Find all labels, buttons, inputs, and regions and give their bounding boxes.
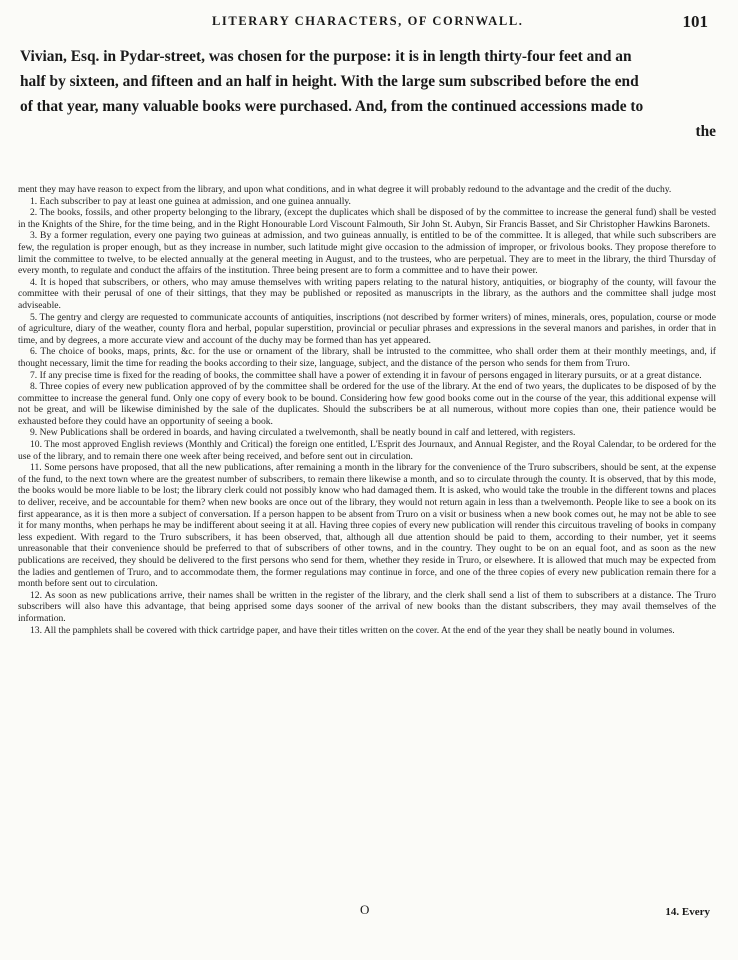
footnote-rule-6: 6. The choice of books, maps, prints, &c. for the use or ornament of the library, shall be intrusted to the committee, who shall order them at their monthly meetings, and, if thought necessary, limit the time for reading the books according to their size, language, subject, and the distance of the person who sends for them from Truro. — [18, 346, 716, 369]
running-title: LITERARY CHARACTERS, OF CORNWALL. — [212, 14, 524, 28]
footnote-rule-9: 9. New Publications shall be ordered in boards, and having circulated a twelvemonth, shall be neatly bound in calf and lettered, with registers. — [30, 427, 576, 439]
footnote-rule-4: 4. It is hoped that subscribers, or others, who may amuse themselves with writing papers relating to the natural history, antiquities, or biography of the county, will favour the committee with their perusal of one of their sittings, that they may be published or reposited as manuscripts in the library, as the authors and the committee shall judge most adviseable. — [18, 276, 716, 311]
main-text-line: half by sixteen, and fifteen and an half in height. With the large sum subscribed before the end — [20, 73, 639, 90]
footnote-rule-3: 3. By a former regulation, every one paying two guineas at admission, and two guineas annually, is entitled to be of the committee. It is alleged, that while such subscribers are few, the regulation is proper enough, but as they increase in number, such latitude might give occasion to the admission of improper, or frivolous books. They propose therefore to limit the committee to twelve, to be elected annually at the general meeting in August, and to the trustees, who are perpetual. They are to meet in the library, the third Thursday of every month, to regulate and conduct the affairs of the institution. Three being present are to form a committee and to have their power. — [18, 230, 716, 277]
footnote-rule-12: 12. As soon as new publications arrive, their names shall be written in the register of the library, and the clerk shall send a list of them to subscribers at a distance. The Truro subscribers will also have this advantage, that being apprised some days sooner of the arrival of new books than the distant subscribers, they may avail themselves of the information. — [18, 589, 716, 624]
footnote-rule-8: 8. Three copies of every new publication approved of by the committee shall be ordered for the use of the library. At the end of two years, the duplicates to be disposed of by the committee to increase the general fund. Only one copy of every book to be bound. Considering how few good books come out in the course of the year, this additional expense will not be great, and will be likewise diminished by the sale of the duplicates. Should the subscribers be at all numerous, without more copies than one, their patience would be exhausted before they could have an opportunity of seeing a book. — [18, 381, 716, 427]
footnote-rule-13: 13. All the pamphlets shall be covered with thick cartridge paper, and have their titles written on the cover. At the end of the year they shall be neatly bound in volumes. — [30, 624, 675, 636]
footnote-intro: ment they may have reason to expect from the library, and upon what conditions, and in what degree it will probably redound to the advantage and the credit of the duchy. — [18, 184, 672, 195]
signature-mark: O — [360, 902, 370, 917]
main-text-line: the — [695, 123, 716, 140]
footnote-rule-11: 11. Some persons have proposed, that all the new publications, after remaining a month in the library for the convenience of the Truro subscribers, should be sent, at the expense of the fund, to the next town where are the greatest number of subscribers, to remain there likewise a month, and so to circulate through the county. It is observed, that by this mode, the books would be more liable to be lost; the library clerk could not possibly know who had damaged them. It is asked, who would take the trouble in the different towns and places to deliver, receive, and be accountable for them? when new books are once out of the library, they would not return again in less than a twelvemonth. People like to see a book on its first appearance, as it is then more a subject of conversation. If a person happen to be absent from Truro on a visit or business when a new book comes out, he may not be able to see it for many months, when perhaps he may be indifferent about seeing it at all. Having three copies of every new publication will render this circuitous traveling of books in company less expedient. With regard to the Truro subscribers, it has been observed, that, although all due attention should be paid to them, according to their number, yet it seems unreasonable that their convenience should be preferred to that of subscribers of other towns, and in the country. They ought to be on an equal foot, and as soon as the new publications are received, they should be delivered to the first persons who send for them, whether they reside in Truro, or elsewhere. It is allowed that much may be expected from the ladies and gentlemen of Truro, and to accommodate them, the former regulations may continue in force, and one of the three copies of every new publication remain there for a month before sent out to circulation. — [18, 462, 716, 590]
main-text-line: of that year, many valuable books were purchased. And, from the continued accessions made to — [20, 98, 644, 115]
catchword: 14. Every — [665, 906, 710, 918]
page-number: 101 — [682, 12, 708, 31]
footnote — [18, 184, 716, 636]
main-text-line: Vivian, Esq. in Pydar-street, was chosen for the purpose: it is in length thirty-four feet and an — [20, 48, 632, 65]
footnote-rule-7: 7. If any precise time is fixed for the reading of books, the committee shall have a power of extending it in favour of persons engaged in literary pursuits, or at a great distance. — [30, 369, 702, 381]
footnote-rule-2: 2. The books, fossils, and other property belonging to the library, (except the duplicates which shall be disposed of by the committee to increase the general fund) shall be vested in the Knights of the Shire, for the time being, and in the Right Honourable Lord Viscount Falmouth, Sir John St. Aubyn, Sir Francis Basset, and Sir Christopher Hawkins Baronets. — [18, 207, 716, 230]
footnote-rule-1: 1. Each subscriber to pay at least one guinea at admission, and one guinea annually. — [30, 195, 351, 207]
footnote-rule-5: 5. The gentry and clergy are requested to communicate accounts of antiquities, inscriptions (not described by former writers) of mines, minerals, ores, population, course or mode of agriculture, diary of the weather, county flora and herbal, popular superstition, provincial or peculiar phrases and expressions in the several manors and parishes, in order that in time, and by degrees, a more accurate view and account of the duchy may be formed than has yet appeared. — [18, 311, 716, 346]
footnote-rule-10: 10. The most approved English reviews (Monthly and Critical) the foreign one entitled, L'Esprit des Journaux, and Annual Register, and the Royal Calendar, to be ordered for the use of the library, and to remain there one week after being received, and before sent out in circulation. — [18, 439, 716, 462]
running-head — [0, 10, 738, 34]
main-text — [20, 44, 716, 144]
